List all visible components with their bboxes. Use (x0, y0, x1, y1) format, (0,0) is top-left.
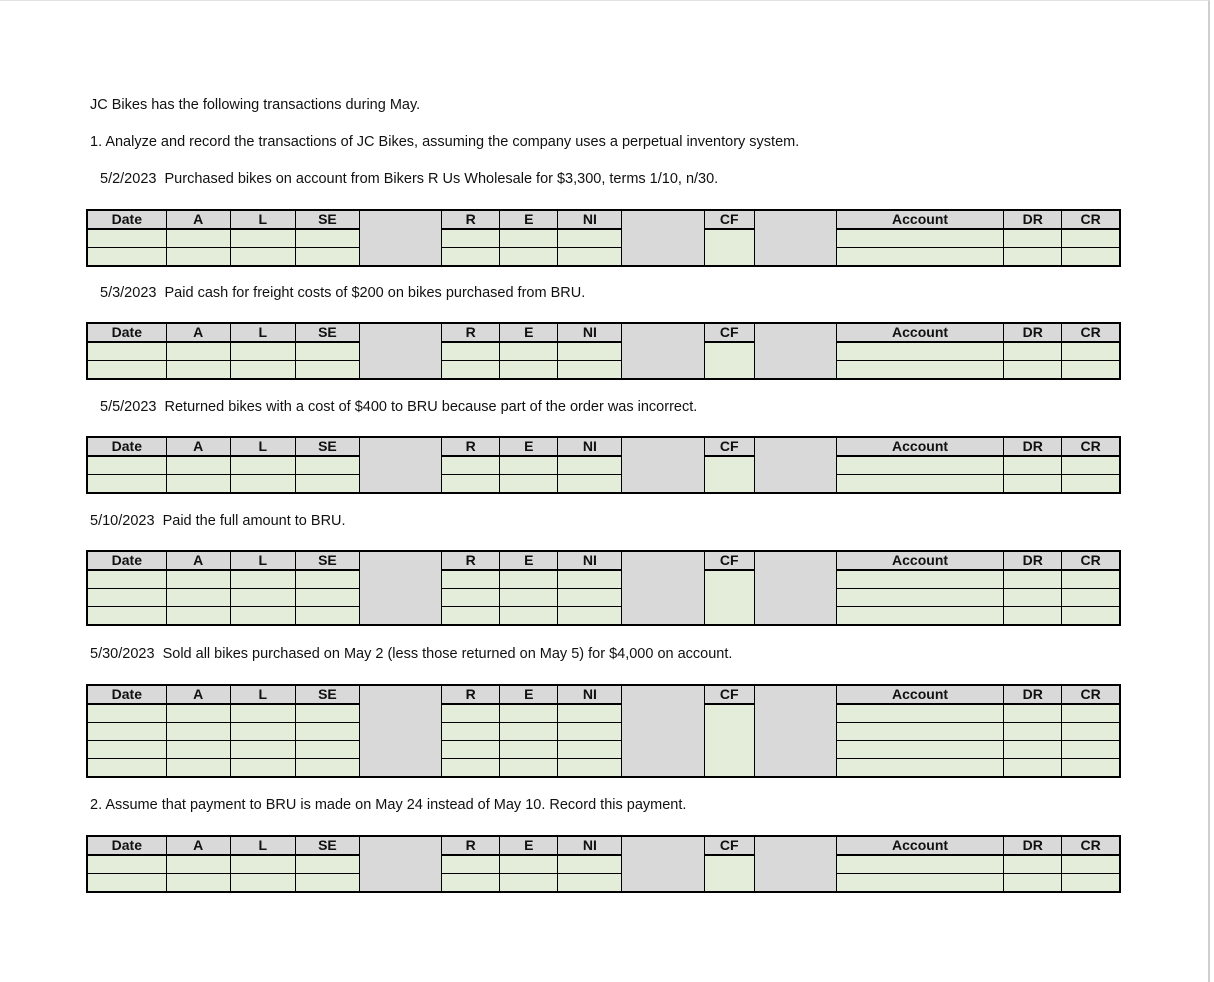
cell-credit[interactable] (1062, 342, 1120, 361)
cell-net-income[interactable] (558, 475, 622, 494)
cell-liabilities[interactable] (230, 704, 295, 723)
header-debit: DR (1004, 685, 1062, 704)
transaction-label (90, 513, 346, 529)
cell-date[interactable] (87, 589, 166, 607)
cell-credit[interactable] (1062, 874, 1120, 893)
cell-equity[interactable] (295, 475, 359, 494)
cell-revenues[interactable] (442, 874, 500, 893)
cell-expenses[interactable] (500, 570, 558, 589)
blackout-column (622, 685, 704, 777)
cell-equity[interactable] (295, 874, 359, 893)
cell-credit[interactable] (1062, 248, 1120, 267)
transaction-label (100, 171, 718, 187)
transaction-date: 5/10/2023 (90, 513, 155, 529)
cell-revenues[interactable] (442, 855, 500, 874)
cell-expenses[interactable] (500, 229, 558, 248)
blackout-column (359, 685, 441, 777)
cell-revenues[interactable] (442, 475, 500, 494)
cell-assets[interactable] (166, 874, 230, 893)
blackout-column (359, 836, 441, 892)
cell-date[interactable] (87, 570, 166, 589)
cell-expenses[interactable] (500, 475, 558, 494)
header-cash-flow: CF (704, 836, 754, 855)
entry-row (87, 589, 1120, 607)
cell-liabilities[interactable] (230, 229, 295, 248)
cell-date[interactable] (87, 456, 166, 475)
cell-assets[interactable] (166, 759, 230, 778)
header-account: Account (836, 685, 1003, 704)
cell-account[interactable] (836, 704, 1003, 723)
blackout-column (622, 836, 704, 892)
header-assets: A (166, 323, 230, 342)
cell-account[interactable] (836, 248, 1003, 267)
cell-account[interactable] (836, 723, 1003, 741)
cell-debit[interactable] (1004, 229, 1062, 248)
worksheet-table (86, 436, 1121, 494)
transaction-description: Paid the full amount to BRU. (162, 513, 346, 529)
cell-account[interactable] (836, 229, 1003, 248)
transaction-description: Returned bikes with a cost of $400 to BRU because part of the order was incorrect. (164, 399, 698, 415)
header-credit: CR (1062, 323, 1120, 342)
cell-expenses[interactable] (500, 855, 558, 874)
cell-net-income[interactable] (558, 589, 622, 607)
cell-net-income[interactable] (558, 229, 622, 248)
header-account: Account (836, 551, 1003, 570)
worksheet-table (86, 550, 1121, 626)
cell-revenues[interactable] (442, 456, 500, 475)
header-row (87, 210, 1120, 229)
header-equity: SE (295, 685, 359, 704)
header-row (87, 685, 1120, 704)
cell-date[interactable] (87, 759, 166, 778)
header-net-income: NI (558, 323, 622, 342)
header-assets: A (166, 836, 230, 855)
intro-text: JC Bikes has the following transactions during May. (90, 97, 421, 113)
header-date: Date (87, 836, 166, 855)
cell-net-income[interactable] (558, 759, 622, 778)
cell-liabilities[interactable] (230, 723, 295, 741)
cell-account[interactable] (836, 607, 1003, 626)
cell-cash-flow[interactable] (704, 704, 754, 777)
cell-liabilities[interactable] (230, 342, 295, 361)
blackout-column (359, 210, 441, 266)
header-equity: SE (295, 323, 359, 342)
entry-row (87, 229, 1120, 248)
header-debit: DR (1004, 551, 1062, 570)
cell-equity[interactable] (295, 759, 359, 778)
entry-row (87, 723, 1120, 741)
cell-credit[interactable] (1062, 759, 1120, 778)
header-row (87, 551, 1120, 570)
transaction-date: 5/30/2023 (90, 646, 155, 662)
header-equity: SE (295, 210, 359, 229)
entry-row (87, 704, 1120, 723)
cell-credit[interactable] (1062, 456, 1120, 475)
cell-net-income[interactable] (558, 342, 622, 361)
cell-net-income[interactable] (558, 456, 622, 475)
cell-equity[interactable] (295, 229, 359, 248)
cell-account[interactable] (836, 855, 1003, 874)
header-row (87, 836, 1120, 855)
cell-net-income[interactable] (558, 855, 622, 874)
cell-liabilities[interactable] (230, 874, 295, 893)
cell-assets[interactable] (166, 248, 230, 267)
cell-expenses[interactable] (500, 248, 558, 267)
cell-net-income[interactable] (558, 704, 622, 723)
cell-date[interactable] (87, 248, 166, 267)
entry-row (87, 874, 1120, 893)
header-date: Date (87, 437, 166, 456)
cell-credit[interactable] (1062, 229, 1120, 248)
header-liabilities: L (230, 210, 295, 229)
blackout-column (622, 551, 704, 625)
cell-assets[interactable] (166, 456, 230, 475)
cell-revenues[interactable] (442, 607, 500, 626)
cell-debit[interactable] (1004, 589, 1062, 607)
header-credit: CR (1062, 437, 1120, 456)
cell-assets[interactable] (166, 229, 230, 248)
blackout-column (622, 210, 704, 266)
cell-expenses[interactable] (500, 589, 558, 607)
transaction-date: 5/2/2023 (100, 171, 157, 187)
entry-row (87, 855, 1120, 874)
cell-debit[interactable] (1004, 855, 1062, 874)
transaction-label (100, 285, 585, 301)
blackout-column (359, 323, 441, 379)
cell-account[interactable] (836, 361, 1003, 380)
cell-date[interactable] (87, 229, 166, 248)
blackout-column (754, 437, 836, 493)
cell-credit[interactable] (1062, 607, 1120, 626)
cell-revenues[interactable] (442, 229, 500, 248)
cell-equity[interactable] (295, 456, 359, 475)
header-net-income: NI (558, 210, 622, 229)
cell-cash-flow[interactable] (704, 570, 754, 625)
header-credit: CR (1062, 551, 1120, 570)
cell-equity[interactable] (295, 342, 359, 361)
blackout-column (359, 551, 441, 625)
cell-credit[interactable] (1062, 855, 1120, 874)
cell-expenses[interactable] (500, 704, 558, 723)
cell-revenues[interactable] (442, 361, 500, 380)
cell-net-income[interactable] (558, 570, 622, 589)
header-equity: SE (295, 437, 359, 456)
entry-row (87, 456, 1120, 475)
cell-liabilities[interactable] (230, 248, 295, 267)
entry-row (87, 570, 1120, 589)
cell-debit[interactable] (1004, 475, 1062, 494)
cell-revenues[interactable] (442, 741, 500, 759)
header-account: Account (836, 323, 1003, 342)
header-net-income: NI (558, 551, 622, 570)
cell-assets[interactable] (166, 855, 230, 874)
header-liabilities: L (230, 551, 295, 570)
cell-date[interactable] (87, 607, 166, 626)
header-row (87, 323, 1120, 342)
cell-liabilities[interactable] (230, 456, 295, 475)
header-assets: A (166, 437, 230, 456)
cell-equity[interactable] (295, 248, 359, 267)
cell-assets[interactable] (166, 475, 230, 494)
cell-date[interactable] (87, 475, 166, 494)
cell-liabilities[interactable] (230, 741, 295, 759)
header-equity: SE (295, 836, 359, 855)
cell-debit[interactable] (1004, 874, 1062, 893)
header-revenues: R (442, 210, 500, 229)
blackout-column (359, 437, 441, 493)
blackout-column (754, 836, 836, 892)
cell-expenses[interactable] (500, 723, 558, 741)
cell-account[interactable] (836, 759, 1003, 778)
cell-equity[interactable] (295, 741, 359, 759)
blackout-column (754, 210, 836, 266)
cell-date[interactable] (87, 723, 166, 741)
header-expenses: E (500, 836, 558, 855)
cell-equity[interactable] (295, 589, 359, 607)
cell-expenses[interactable] (500, 759, 558, 778)
cell-assets[interactable] (166, 723, 230, 741)
cell-date[interactable] (87, 342, 166, 361)
cell-net-income[interactable] (558, 248, 622, 267)
transaction-label (100, 399, 697, 415)
cell-cash-flow[interactable] (704, 342, 754, 379)
header-net-income: NI (558, 685, 622, 704)
cell-account[interactable] (836, 741, 1003, 759)
header-net-income: NI (558, 836, 622, 855)
entry-row (87, 342, 1120, 361)
blackout-column (754, 323, 836, 379)
header-liabilities: L (230, 437, 295, 456)
cell-debit[interactable] (1004, 741, 1062, 759)
header-liabilities: L (230, 323, 295, 342)
header-debit: DR (1004, 210, 1062, 229)
cell-credit[interactable] (1062, 570, 1120, 589)
cell-credit[interactable] (1062, 741, 1120, 759)
cell-cash-flow[interactable] (704, 456, 754, 493)
header-date: Date (87, 685, 166, 704)
cell-credit[interactable] (1062, 723, 1120, 741)
cell-debit[interactable] (1004, 704, 1062, 723)
worksheet-table (86, 209, 1121, 267)
blackout-column (622, 323, 704, 379)
cell-net-income[interactable] (558, 874, 622, 893)
header-debit: DR (1004, 836, 1062, 855)
cell-equity[interactable] (295, 570, 359, 589)
cell-debit[interactable] (1004, 607, 1062, 626)
cell-expenses[interactable] (500, 456, 558, 475)
cell-assets[interactable] (166, 570, 230, 589)
cell-account[interactable] (836, 570, 1003, 589)
cell-net-income[interactable] (558, 741, 622, 759)
entry-row (87, 475, 1120, 494)
cell-revenues[interactable] (442, 759, 500, 778)
header-expenses: E (500, 437, 558, 456)
transaction-date: 5/3/2023 (100, 285, 157, 301)
cell-account[interactable] (836, 874, 1003, 893)
entry-row (87, 248, 1120, 267)
header-cash-flow: CF (704, 323, 754, 342)
cell-credit[interactable] (1062, 704, 1120, 723)
header-credit: CR (1062, 210, 1120, 229)
blackout-column (754, 551, 836, 625)
cell-equity[interactable] (295, 607, 359, 626)
cell-liabilities[interactable] (230, 570, 295, 589)
blackout-column (754, 685, 836, 777)
cell-net-income[interactable] (558, 361, 622, 380)
header-debit: DR (1004, 323, 1062, 342)
cell-credit[interactable] (1062, 475, 1120, 494)
cell-liabilities[interactable] (230, 607, 295, 626)
transaction-label (90, 646, 732, 662)
cell-date[interactable] (87, 704, 166, 723)
cell-assets[interactable] (166, 607, 230, 626)
header-revenues: R (442, 551, 500, 570)
cell-assets[interactable] (166, 741, 230, 759)
header-row (87, 437, 1120, 456)
entry-row (87, 607, 1120, 626)
header-assets: A (166, 551, 230, 570)
cell-liabilities[interactable] (230, 589, 295, 607)
header-cash-flow: CF (704, 437, 754, 456)
header-date: Date (87, 551, 166, 570)
cell-expenses[interactable] (500, 607, 558, 626)
worksheet-table (86, 684, 1121, 778)
cell-expenses[interactable] (500, 342, 558, 361)
header-net-income: NI (558, 437, 622, 456)
cell-expenses[interactable] (500, 741, 558, 759)
transaction-description: Paid cash for freight costs of $200 on bikes purchased from BRU. (164, 285, 586, 301)
cell-assets[interactable] (166, 704, 230, 723)
header-revenues: R (442, 323, 500, 342)
header-cash-flow: CF (704, 551, 754, 570)
entry-row (87, 361, 1120, 380)
cell-revenues[interactable] (442, 342, 500, 361)
header-assets: A (166, 210, 230, 229)
cell-date[interactable] (87, 874, 166, 893)
transaction-description: Purchased bikes on account from Bikers R Us Wholesale for $3,300, terms 1/10, n/30. (164, 171, 719, 187)
header-expenses: E (500, 323, 558, 342)
header-expenses: E (500, 210, 558, 229)
question-2-text: 2. Assume that payment to BRU is made on May 24 instead of May 10. Record this payment. (90, 797, 687, 813)
cell-debit[interactable] (1004, 248, 1062, 267)
cell-debit[interactable] (1004, 570, 1062, 589)
cell-revenues[interactable] (442, 570, 500, 589)
cell-debit[interactable] (1004, 456, 1062, 475)
cell-cash-flow[interactable] (704, 855, 754, 892)
question-1-text: 1. Analyze and record the transactions of JC Bikes, assuming the company uses a perpetual inventory system. (90, 134, 800, 150)
cell-revenues[interactable] (442, 589, 500, 607)
cell-liabilities[interactable] (230, 475, 295, 494)
entry-row (87, 759, 1120, 778)
cell-revenues[interactable] (442, 248, 500, 267)
entry-row (87, 741, 1120, 759)
cell-cash-flow[interactable] (704, 229, 754, 266)
header-liabilities: L (230, 685, 295, 704)
cell-account[interactable] (836, 456, 1003, 475)
header-liabilities: L (230, 836, 295, 855)
cell-liabilities[interactable] (230, 855, 295, 874)
header-date: Date (87, 210, 166, 229)
cell-debit[interactable] (1004, 342, 1062, 361)
header-account: Account (836, 210, 1003, 229)
header-credit: CR (1062, 685, 1120, 704)
header-expenses: E (500, 551, 558, 570)
worksheet-table (86, 322, 1121, 380)
header-revenues: R (442, 437, 500, 456)
cell-equity[interactable] (295, 855, 359, 874)
cell-expenses[interactable] (500, 874, 558, 893)
header-assets: A (166, 685, 230, 704)
header-account: Account (836, 836, 1003, 855)
cell-assets[interactable] (166, 342, 230, 361)
cell-credit[interactable] (1062, 589, 1120, 607)
header-revenues: R (442, 685, 500, 704)
transaction-description: Sold all bikes purchased on May 2 (less those returned on May 5) for $4,000 on account. (162, 646, 733, 662)
cell-expenses[interactable] (500, 361, 558, 380)
transaction-date: 5/5/2023 (100, 399, 157, 415)
cell-debit[interactable] (1004, 361, 1062, 380)
header-credit: CR (1062, 836, 1120, 855)
cell-liabilities[interactable] (230, 759, 295, 778)
worksheet-table (86, 835, 1121, 893)
header-cash-flow: CF (704, 210, 754, 229)
cell-debit[interactable] (1004, 723, 1062, 741)
cell-equity[interactable] (295, 723, 359, 741)
header-debit: DR (1004, 437, 1062, 456)
cell-equity[interactable] (295, 361, 359, 380)
header-equity: SE (295, 551, 359, 570)
blackout-column (622, 437, 704, 493)
cell-date[interactable] (87, 741, 166, 759)
cell-date[interactable] (87, 855, 166, 874)
header-revenues: R (442, 836, 500, 855)
cell-account[interactable] (836, 475, 1003, 494)
header-cash-flow: CF (704, 685, 754, 704)
cell-equity[interactable] (295, 704, 359, 723)
cell-revenues[interactable] (442, 723, 500, 741)
header-expenses: E (500, 685, 558, 704)
cell-date[interactable] (87, 361, 166, 380)
cell-credit[interactable] (1062, 361, 1120, 380)
cell-revenues[interactable] (442, 704, 500, 723)
header-account: Account (836, 437, 1003, 456)
header-date: Date (87, 323, 166, 342)
cell-liabilities[interactable] (230, 361, 295, 380)
cell-net-income[interactable] (558, 723, 622, 741)
cell-account[interactable] (836, 589, 1003, 607)
cell-assets[interactable] (166, 589, 230, 607)
cell-net-income[interactable] (558, 607, 622, 626)
cell-debit[interactable] (1004, 759, 1062, 778)
cell-account[interactable] (836, 342, 1003, 361)
cell-assets[interactable] (166, 361, 230, 380)
